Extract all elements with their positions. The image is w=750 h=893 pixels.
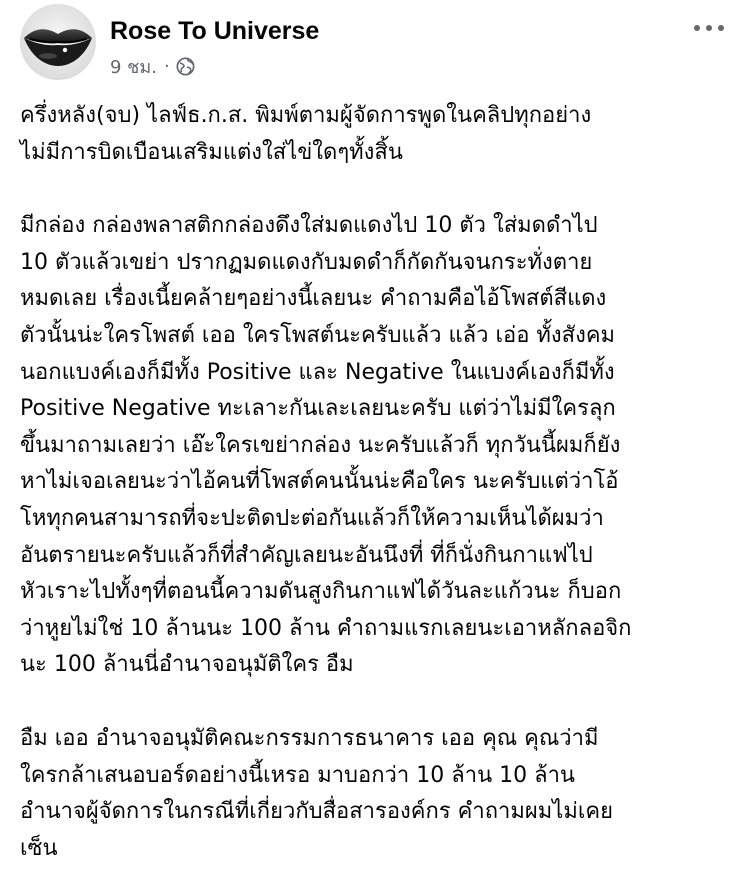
more-options-button[interactable] <box>694 20 724 36</box>
post-line: อำนาจผู้จัดการในกรณีที่เกี่ยวกับสื่อสารองค์กร คำถามผมไม่เคย <box>20 799 613 825</box>
more-dot <box>694 25 700 31</box>
post-line: มีกล่อง กล่องพลาสติกกล่องดึงใส่มดแดงไป 10 ตัว ใส่มดดำไป <box>20 213 598 239</box>
post-line: ว่าหูยไม่ใช่ 10 ล้านนะ 100 ล้าน คำถามแรกเลยนะเอาหลักลอจิก <box>20 615 632 641</box>
post-line: ครึ่งหลัง(จบ) ไลฟ์ธ.ก.ส. พิมพ์ตามผู้จัดการพูดในคลิปทุกอย่าง <box>20 103 592 128</box>
post-paragraph <box>20 721 732 867</box>
post-line: นอกแบงค์เองก็มีทั้ง Positive และ Negative ในแบงค์เองก็มีทั้ง <box>20 359 615 385</box>
post-line: ใครกล้าเสนอบอร์ดอย่างนี้เหรอ มาบอกว่า 10 ล้าน 10 ล้าน <box>20 762 575 788</box>
post-timestamp[interactable]: 9 ชม. <box>110 56 157 78</box>
post-line: อืม เออ อำนาจอนุมัติคณะกรรมการธนาคาร เออ คุณ คุณว่ามี <box>20 725 599 751</box>
meta-separator: · <box>163 55 170 77</box>
post-line: Positive Negative ทะเลาะกันเละเลยนะครับ แต่ว่าไม่มีใครลุก <box>20 396 616 422</box>
author-name[interactable]: Rose To Universe <box>110 17 320 45</box>
post-line: หาไม่เจอเลยนะว่าไอ้คนที่โพสต์คนนั้นน่ะคือใคร นะครับแต่ว่าโอ้ <box>20 469 619 495</box>
post-line: 10 ตัวแล้วเขย่า ปรากฏมดแดงกับมดดำก็กัดกันจนกระทั่งตาย <box>20 249 593 275</box>
post-body <box>20 98 732 867</box>
post-line: นะ 100 ล้านนี่อำนาจอนุมัติใคร อืม <box>20 652 354 678</box>
more-dot <box>706 25 712 31</box>
more-dot <box>718 25 724 31</box>
post-line: ขึ้นมาถามเลยว่า เอ๊ะใครเขย่ากล่อง นะครับแล้วก็ ทุกวันนี้ผมก็ยัง <box>20 432 621 458</box>
post-paragraph <box>20 208 732 684</box>
post-line: หัวเราะไปทั้งๆที่ตอนนี้ความดันสูงกินกาแฟได้วันละแก้วนะ ก็บอก <box>20 579 622 605</box>
post-line: เซ็น <box>20 835 58 861</box>
globe-icon[interactable] <box>176 57 195 76</box>
post-line: ไม่มีการบิดเบือนเสริมแต่งใส่ไข่ใดๆทั้งสิ้น <box>20 139 403 165</box>
post-line: อันตรายนะครับแล้วก็ที่สำคัญเลยนะอันนึงที่ ที่ก็นั่งกินกาแฟไป <box>20 542 593 568</box>
post-line: ตัวนั้นน่ะใครโพสต์ เออ ใครโพสต์นะครับแล้ว แล้ว เอ่อ ทั้งสังคม <box>20 322 616 348</box>
post-meta <box>110 54 195 78</box>
post-line: หมดเลย เรื่องเนี้ยคล้ายๆอย่างนี้เลยนะ คำถามคือไอ้โพสต์สีแดง <box>20 286 607 312</box>
author-avatar[interactable] <box>20 4 96 80</box>
post-line: โหทุกคนสามารถที่จะปะติดปะต่อกันแล้วก็ให้ความเห็นได้ผมว่า <box>20 505 604 531</box>
avatar-lips-image <box>20 4 96 80</box>
post-paragraph <box>20 98 732 171</box>
post-header <box>0 0 750 90</box>
